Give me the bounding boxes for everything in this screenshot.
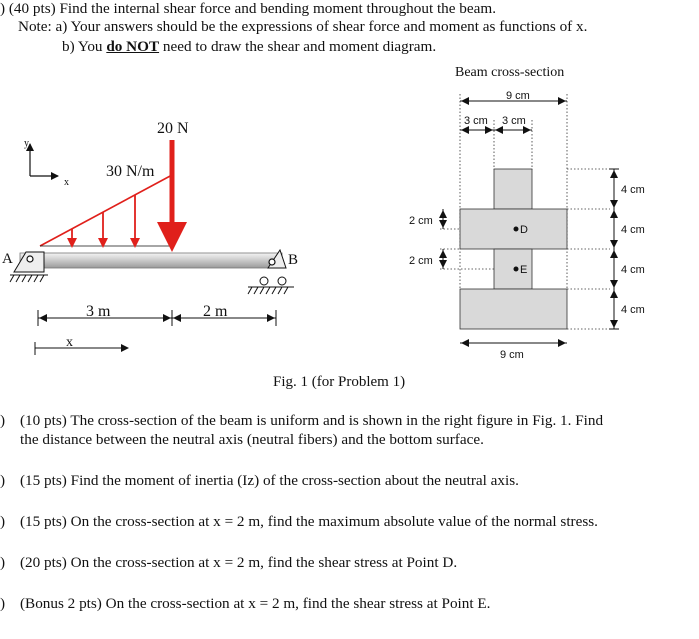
span-1-label: 3 m — [86, 303, 111, 320]
question-6-text: (Bonus 2 pts) On the cross-section at x = 2 m, find the shear stress at Point E. — [20, 595, 491, 612]
question-4-num: ) — [0, 513, 6, 530]
question-5-num: ) — [0, 554, 6, 571]
point-d-marker — [514, 227, 519, 232]
note-b-prefix: b) You — [62, 38, 107, 55]
question-3-num: ) — [0, 472, 6, 489]
note-b-emphasis: do NOT — [106, 38, 160, 55]
cross-section — [409, 65, 645, 361]
web-width-label: 3 cm — [502, 115, 526, 127]
web-offset-label: 3 cm — [464, 115, 488, 127]
point-e-marker — [514, 267, 519, 272]
dim-d-label: 2 cm — [409, 215, 433, 227]
question-4-text: (15 pts) On the cross-section at x = 2 m, find the maximum absolute value of the normal stress. — [20, 513, 598, 530]
span-dimensions — [38, 303, 276, 326]
support-a-label: A — [2, 251, 13, 267]
problem-note: Note: a) Your answers should be the expressions of shear force and moment as functions of x. — [18, 18, 588, 35]
point-load — [157, 120, 189, 252]
question-2-line-2: the distance between the neutral axis (neutral fibers) and the bottom surface. — [20, 431, 484, 448]
question-6-num: ) — [0, 595, 6, 612]
height-4-label: 4 cm — [621, 304, 645, 316]
coordinate-axes — [24, 138, 69, 188]
x-coordinate-label: x — [66, 335, 73, 350]
y-axis-label: y — [24, 138, 29, 149]
x-axis-label: x — [64, 177, 69, 188]
question-2-num: ) — [0, 412, 6, 429]
distributed-load — [40, 163, 172, 246]
span-2-label: 2 m — [203, 303, 228, 320]
height-2-label: 4 cm — [621, 224, 645, 236]
distributed-load-label: 30 N/m — [106, 163, 155, 180]
top-width-label: 9 cm — [506, 90, 530, 102]
cross-section-title: Beam cross-section — [455, 65, 565, 80]
top-web — [494, 169, 532, 209]
height-1-label: 4 cm — [621, 184, 645, 196]
point-d-label: D — [520, 224, 528, 236]
problem-statement: ) (40 pts) Find the internal shear force and bending moment throughout the beam. — [0, 0, 496, 17]
bottom-width-label: 9 cm — [500, 349, 524, 361]
note-b-suffix: need to draw the shear and moment diagram. — [159, 38, 437, 55]
figure-caption: Fig. 1 (for Problem 1) — [273, 374, 406, 390]
question-5-text: (20 pts) On the cross-section at x = 2 m, find the shear stress at Point D. — [20, 554, 458, 571]
point-load-label: 20 N — [157, 120, 189, 137]
question-3-text: (15 pts) Find the moment of inertia (Iz) of the cross-section about the neutral axis. — [20, 472, 519, 489]
support-b-label: B — [288, 252, 299, 268]
point-e-label: E — [520, 264, 528, 276]
support-a — [2, 251, 48, 282]
bottom-flange — [460, 289, 567, 329]
x-coordinate — [35, 335, 128, 355]
dim-e-label: 2 cm — [409, 255, 433, 267]
height-3-label: 4 cm — [621, 264, 645, 276]
question-2-line-1: (10 pts) The cross-section of the beam is uniform and is shown in the right figure in Fig. 1. Find — [20, 412, 604, 429]
beam — [20, 253, 282, 268]
